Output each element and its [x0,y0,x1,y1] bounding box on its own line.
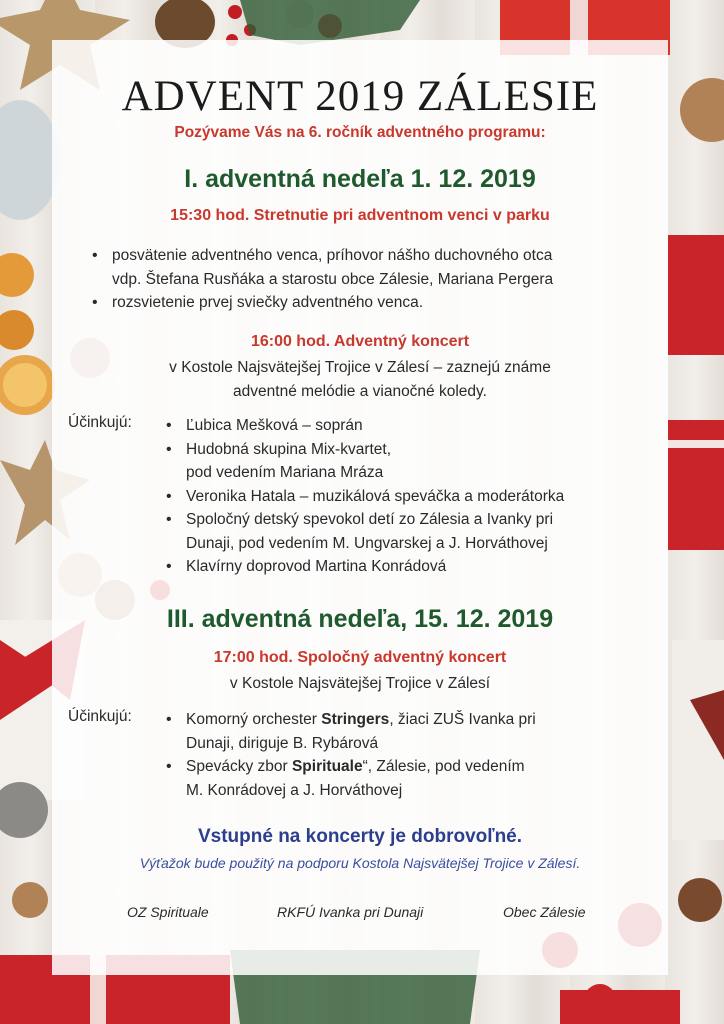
performers-list-2 [162,708,536,802]
organizer-3: Obec Zálesie [503,904,586,920]
list-item-continuation [162,461,564,485]
organizer-1: OZ Spirituale [127,904,209,920]
third-event-title: . Spoločný adventný koncert [288,649,507,666]
list-item-text: Komorný orchester [186,711,322,728]
list-item: • rozsvietenie prvej sviečky adventného venca. [88,291,553,315]
proceeds-note: Výťažok bude použitý na podporu Kostola Najsvätejšej Trojice v Zálesí. [139,855,581,871]
third-event-heading [52,649,668,667]
list-item-continuation [88,268,553,292]
list-item: • Spoločný detský spevokol detí zo Zálesia a Ivanky pri [162,508,564,532]
orange-slice-icon [0,253,34,297]
list-item: • Veronika Hatala – muzikálová speváčka a moderátorka [162,485,564,509]
event2-description-line1: v Kostole Najsvätejšej Trojice v Zálesí – zaznejú známe [169,359,551,376]
list-item: • Klavírny doprovod Martina Konrádová [162,555,564,579]
list-item-text: pod vedením Mariana Mráza [186,464,384,481]
list-item-text: Dunaji, pod vedením M. Ungvarskej a J. Horváthovej [186,534,548,552]
list-item-text: Spevácky zbor [186,758,292,775]
performers-label: Účinkujú: [68,414,132,431]
list-item-text: “, Zálesie, pod vedením [362,758,525,775]
list-item [162,755,536,779]
page-title: ADVENT 2019 ZÁLESIE [121,73,599,120]
performers-label-2: Účinkujú: [68,708,132,725]
event1-heading: 15:30 hod. Stretnutie pri adventnom venci v parku [170,207,550,224]
list-item [162,708,536,732]
organizer-2: RKFÚ Ivanka pri Dunaji [277,904,424,920]
list-item-text: vdp. Štefana Rusňáka a starostu obce Zálesie, Mariana Pergera [112,270,554,288]
third-event-description: v Kostole Najsvätejšej Trojice v Zálesí [229,675,491,692]
third-event-time: 17:00 hod [213,649,289,666]
list-item-text: M. Konrádovej a J. Horváthovej [186,781,403,799]
list-item-continuation [162,732,536,756]
invitation-text: Pozývame Vás na 6. ročník adventného programu: [174,124,546,141]
third-sunday-heading: III. adventná nedeľa, 15. 12. 2019 [166,605,554,633]
event1-bullet-list [88,244,553,315]
list-item-text: Dunaji, diriguje B. Rybárová [186,734,379,752]
list-item-continuation [162,532,564,556]
list-item: • Ľubica Mešková – soprán [162,414,564,438]
event2-description-line2: adventné melódie a vianočné koledy. [233,383,487,400]
list-item-text: , žiaci ZUŠ Ivanka pri [389,711,536,728]
list-item: • Hudobná skupina Mix-kvartet, [162,438,564,462]
content-panel [52,40,668,975]
list-item: • posvätenie adventného venca, príhovor nášho duchovného otca [88,244,553,268]
list-item-continuation [162,779,536,803]
performers-list [162,414,564,579]
entry-note: Vstupné na koncerty je dobrovoľné. [197,826,523,847]
list-item-bold: Stringers [321,711,390,728]
list-item-bold: Spirituale [291,758,363,775]
event2-heading: 16:00 hod. Adventný koncert [250,333,470,350]
first-sunday-heading: I. adventná nedeľa 1. 12. 2019 [184,165,536,193]
